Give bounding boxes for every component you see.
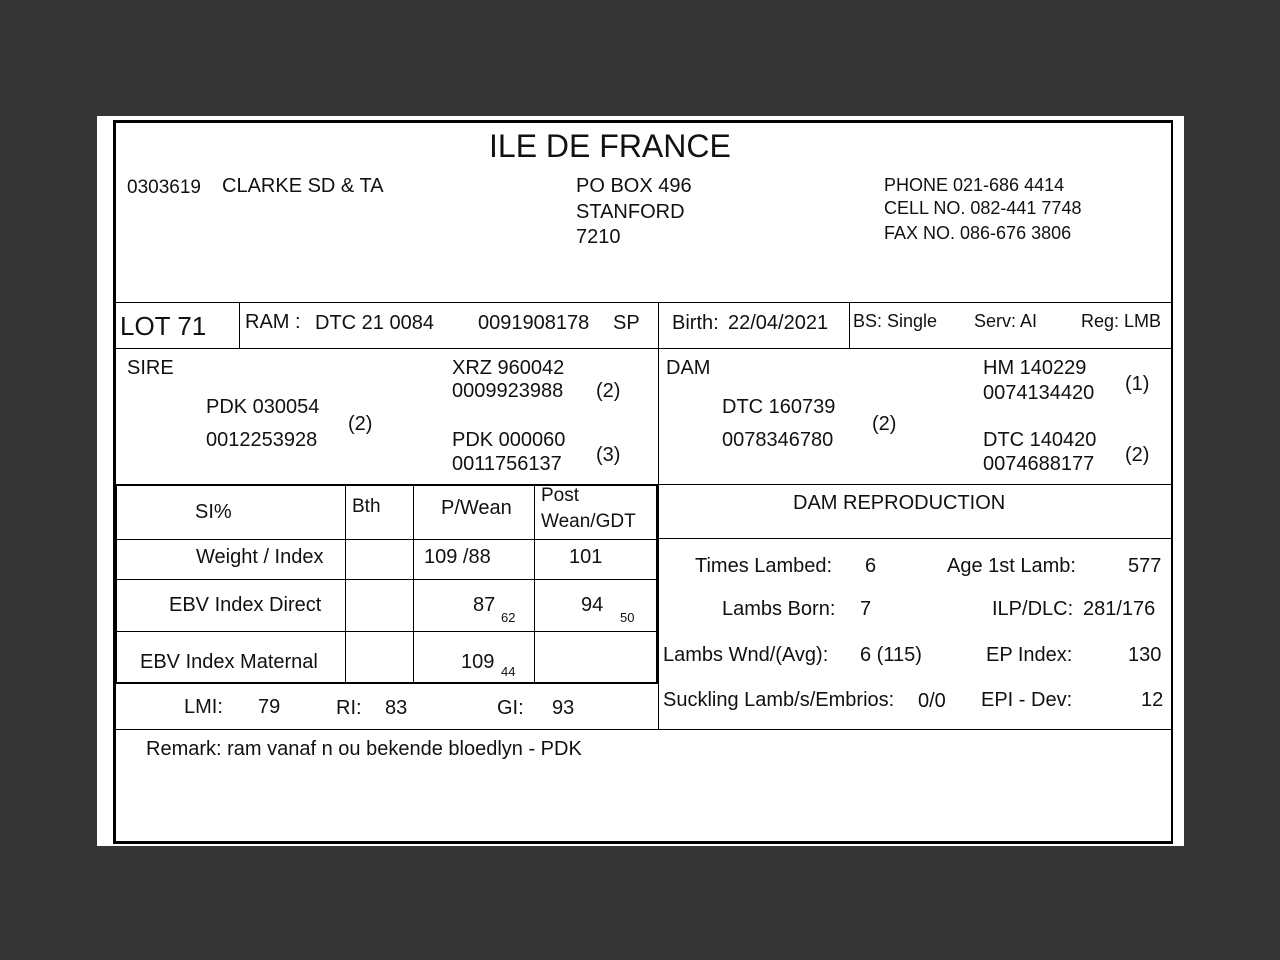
address-line-2: STANFORD	[576, 201, 685, 223]
sire-id: PDK 030054	[206, 396, 320, 418]
sire-dam-number: 0011756137	[452, 453, 562, 475]
maternal-pwean-accuracy: 44	[501, 664, 516, 679]
ram-label: RAM :	[245, 311, 301, 333]
age-first-lamb-label: Age 1st Lamb:	[947, 555, 1076, 577]
lambs-born-label: Lambs Born:	[722, 598, 836, 620]
remark: Remark: ram vanaf n ou bekende bloedlyn - PDK	[146, 738, 582, 760]
ram-number: 0091908178	[478, 312, 590, 334]
ram-suffix: SP	[613, 312, 640, 334]
divider	[345, 484, 346, 682]
breed-title: ILE DE FRANCE	[489, 128, 731, 164]
divider	[534, 484, 535, 682]
dam-id: DTC 160739	[722, 396, 836, 418]
lot-number: LOT 71	[120, 311, 207, 341]
dam-sire-id: HM 140229	[983, 357, 1087, 379]
divider	[659, 538, 1171, 539]
weight-post: 101	[569, 546, 603, 568]
sire-grade: (2)	[348, 413, 373, 435]
phone: PHONE 021-686 4414	[884, 175, 1065, 195]
suckling-label: Suckling Lamb/s/Embrios:	[663, 689, 895, 711]
direct-pwean: 87	[473, 594, 496, 616]
cell: CELL NO. 082-441 7748	[884, 198, 1082, 218]
divider	[116, 631, 659, 632]
sire-sire-id: XRZ 960042	[452, 357, 565, 379]
si-header: SI%	[195, 501, 232, 523]
divider	[239, 302, 240, 348]
lmi-value: 79	[258, 696, 281, 718]
address-line-3: 7210	[576, 226, 621, 248]
service-type: Serv: AI	[974, 311, 1038, 331]
suckling-value: 0/0	[918, 690, 946, 712]
ilp-dlc-value: 281/176	[1083, 598, 1156, 620]
sire-sire-number: 0009923988	[452, 380, 564, 402]
epi-dev-value: 12	[1141, 689, 1164, 711]
breeder-name: CLARKE SD & TA	[222, 175, 384, 197]
gi-label: GI:	[497, 697, 524, 719]
sire-number: 0012253928	[206, 429, 318, 451]
divider	[116, 682, 659, 684]
ri-label: RI:	[336, 697, 362, 719]
direct-pwean-accuracy: 62	[501, 610, 516, 625]
divider	[116, 348, 1171, 349]
bth-header: Bth	[352, 496, 381, 517]
dam-dam-grade: (2)	[1125, 444, 1150, 466]
dam-dam-number: 0074688177	[983, 453, 1095, 475]
birth-date: 22/04/2021	[728, 312, 829, 334]
divider	[116, 539, 659, 540]
dam-grade: (2)	[872, 413, 897, 435]
sire-label: SIRE	[127, 357, 174, 379]
maternal-pwean: 109	[461, 651, 495, 673]
dam-sire-grade: (1)	[1125, 373, 1150, 395]
age-first-lamb-value: 577	[1128, 555, 1162, 577]
divider	[116, 729, 1171, 730]
ilp-dlc-label: ILP/DLC:	[992, 598, 1074, 620]
divider	[116, 302, 1171, 303]
registration: Reg: LMB	[1081, 311, 1162, 331]
dam-sire-number: 0074134420	[983, 382, 1095, 404]
ep-index-label: EP Index:	[986, 644, 1073, 666]
sire-sire-grade: (2)	[596, 380, 621, 402]
divider	[656, 484, 658, 682]
dam-label: DAM	[666, 357, 711, 379]
post-header: Post	[541, 485, 580, 506]
times-lambed-label: Times Lambed:	[695, 555, 833, 577]
weight-index-label: Weight / Index	[196, 546, 324, 568]
ep-index-value: 130	[1128, 644, 1162, 666]
lambs-born-value: 7	[860, 598, 872, 620]
lambs-weaned-label: Lambs Wnd/(Avg):	[663, 644, 829, 666]
dam-number: 0078346780	[722, 429, 834, 451]
direct-post-accuracy: 50	[620, 610, 635, 625]
divider	[116, 484, 117, 682]
lmi-label: LMI:	[184, 696, 223, 718]
divider	[849, 302, 850, 348]
birth-label: Birth:	[672, 312, 719, 334]
pwean-header: P/Wean	[441, 497, 512, 519]
fax: FAX NO. 086-676 3806	[884, 223, 1072, 243]
divider	[116, 579, 659, 580]
address-line-1: PO BOX 496	[576, 175, 692, 197]
lambs-weaned-value: 6 (115)	[860, 644, 922, 666]
dam-dam-id: DTC 140420	[983, 429, 1097, 451]
divider	[659, 484, 1171, 485]
breeder-code: 0303619	[127, 177, 201, 198]
ebv-maternal-label: EBV Index Maternal	[140, 651, 318, 673]
birth-status: BS: Single	[853, 311, 938, 331]
times-lambed-value: 6	[865, 555, 877, 577]
epi-dev-label: EPI - Dev:	[981, 689, 1073, 711]
post-header-2: Wean/GDT	[541, 511, 636, 532]
ram-id: DTC 21 0084	[315, 312, 434, 334]
sire-dam-id: PDK 000060	[452, 429, 566, 451]
dam-reproduction-title: DAM REPRODUCTION	[793, 492, 1006, 514]
divider	[658, 302, 659, 730]
ri-value: 83	[385, 697, 408, 719]
weight-pwean: 109 /88	[424, 546, 491, 568]
ebv-direct-label: EBV Index Direct	[169, 594, 322, 616]
divider	[413, 484, 414, 682]
direct-post: 94	[581, 594, 604, 616]
gi-value: 93	[552, 697, 575, 719]
sire-dam-grade: (3)	[596, 444, 621, 466]
